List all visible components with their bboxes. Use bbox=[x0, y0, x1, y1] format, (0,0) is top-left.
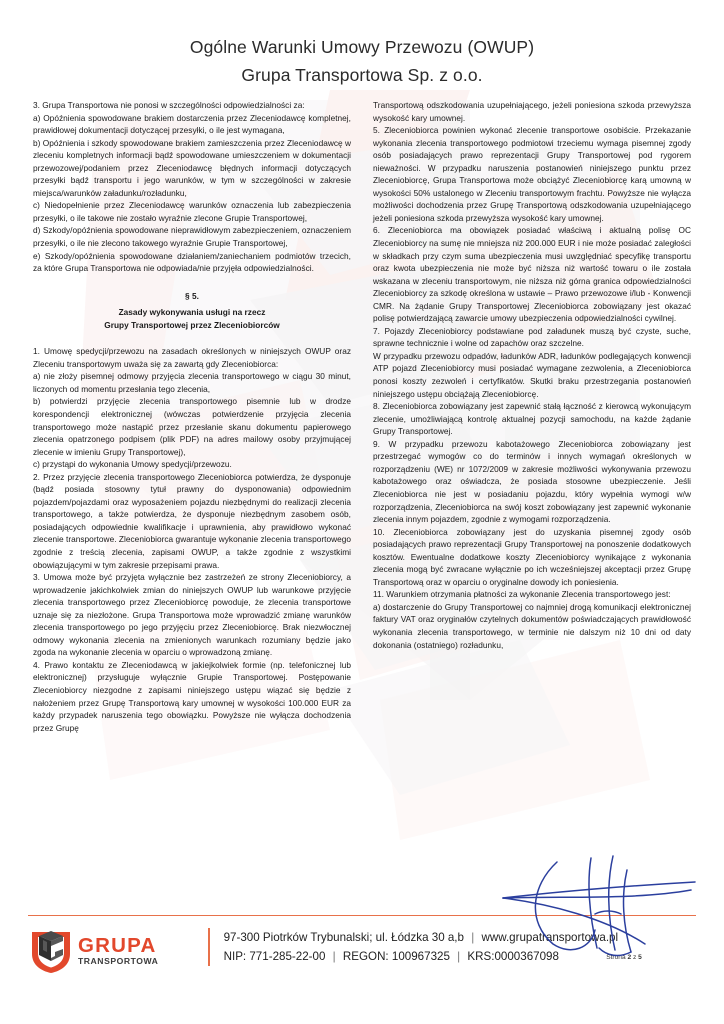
section-title-line-2: Grupy Transportowej przez Zleceniobiorców bbox=[104, 320, 280, 331]
right-column bbox=[373, 99, 691, 914]
company-logo bbox=[28, 925, 198, 975]
logo-wordmark bbox=[78, 933, 159, 967]
paragraph: 8. Zleceniobiorca zobowiązany jest zapewnić stałą łączność z kierowcą wykonującym zlecenie, umożliwiającą kontrolę aktualnej pozycji samochodu, na każde żądanie Grupy Transportowej. bbox=[373, 401, 691, 437]
logo-subname: TRANSPORTOWA bbox=[78, 956, 159, 967]
footer-divider-line bbox=[28, 915, 696, 916]
page-number-label: Strona bbox=[606, 954, 626, 961]
section-title-line-1: Zasady wykonywania usługi na rzecz bbox=[118, 306, 266, 317]
paragraph: b) potwierdzi przyjęcie zlecenia transportowego pisemnie lub w drodze korespondencji elektronicznej (wówczas potwierdzenie przyjęcia zlecenia transportowego może nastąpić przez przesłanie skanu dokumentu papierowego zlecenia opatrzonego podpisem (plik PDF) na adres mailowy osoby przyjmującej zlecenie w imieniu Grupy Transportowej), bbox=[33, 396, 351, 457]
paragraph: 6. Zleceniobiorca ma obowiązek posiadać właściwą i aktualną polisę OC Zleceniobiorcy na sumę nie mniejsza niż 200.000 EUR i nie może posiadać zaległości w składkach przy czym suma ubezpieczenia musi uwzględniać specyfikę transportu oraz kwota ubezpieczenia nie może być niższa niż wartość towaru o ile została wskazana w zleceniu transportowym, nie niższa niż górna granica odpowiedzialności Zleceniobiorcy za szkodę określona w ustawie – Prawo przewozowe i/lub - Konwencji CMR. Na żądanie Grupy Transportowej Zleceniobiorca zobowiązany jest okazać polisę potwierdzającą zawarcie umowy ubezpieczenia odpowiedzialności cywilnej. bbox=[373, 225, 691, 324]
paragraph: a) dostarczenie do Grupy Transportowej co najmniej drogą komunikacji elektronicznej faktury VAT oraz oryginałów czytelnych dokumentów poświadczających prawidłowość wykonania zlecenia transportowego, w terminie nie dalszym niż 10 dni od daty dokonania (ostatniego) rozładunku, bbox=[373, 601, 691, 650]
logo-name: GRUPA bbox=[78, 933, 157, 957]
left-column bbox=[33, 99, 351, 914]
paragraph: 9. W przypadku przewozu kabotażowego Zleceniobiorca zobowiązany jest przestrzegać wymogów co do terminów i innych wymagań określonych w rozporządzeniu (WE) nr 1072/2009 w zakresie możliwości wykonywania przewozu kabotażowego oraz oświadcza, że posiada stosowne ubezpieczenie. Jeśli Zleceniobiorca nie jest w posiadaniu pojazdu, który wypełnia wymogi w/w rozporządzenia, Zleceniobiorca na swój koszt zobowiązany jest zapewnić wykonanie zlecenia innym pojazdem, zgodnie z wymogami rozporządzenia. bbox=[373, 438, 691, 525]
footer-contact-info bbox=[224, 925, 696, 967]
title-line-2: Grupa Transportowa Sp. z o.o. bbox=[241, 65, 483, 85]
paragraph: e) Szkody/opóźnienia spowodowane działaniem/zaniechaniem podmiotów trzecich, za które Grupa Transportowa nie odpowiada/nie przyjęła odpowiedzialności. bbox=[33, 250, 351, 274]
paragraph: a) nie złoży pisemnej odmowy przyjęcia zlecenia transportowego w ciągu 30 minut, liczonych od momentu przesłania tego zlecenia, bbox=[33, 371, 351, 394]
title-line-1: Ogólne Warunki Umowy Przewozu (OWUP) bbox=[189, 37, 535, 57]
footer-line-address bbox=[224, 928, 696, 947]
document-body bbox=[33, 99, 691, 914]
footer-line-identifiers bbox=[224, 947, 696, 967]
paragraph: 11. Warunkiem otrzymania płatności za wykonanie Zlecenia transportowego jest: bbox=[373, 589, 671, 600]
paragraph: 4. Prawo kontaktu ze Zleceniodawcą w jakiejkolwiek formie (np. telefonicznej lub elektronicznej) przysługuje wyłącznie Grupie Transportowej. Postępowanie Zleceniobiorcy niezgodne z zapisami niniejszego ustępu wiązać się będzie z nałożeniem przez Grupę Transportową kary umownej w wysokości 100.000 EUR za każdy przypadek naruszenia tego obowiązku. Powyższe nie wyłącza dochodzenia przez Grupę bbox=[33, 659, 351, 733]
page-number-of: z bbox=[632, 954, 637, 961]
paragraph: 5. Zleceniobiorca powinien wykonać zlecenie transportowe osobiście. Przekazanie wykonania zlecenia transportowego podmiotowi trzeciemu wymaga pisemnej zgody osób posiadających prawo reprezentacji Grupy Transportowej pod rygorem nieważności. W przypadku naruszenia postanowień niniejszego punktu przez Zleceniobiorcę, Grupa Transportowa może obciążyć Zleceniobiorcę karą umowną w wysokości 50% ustalonego w Zleceniu transportowym frachtu. Powyższe nie wyłącza możliwości dochodzenia przez Grupę Transportową odszkodowania uzupełniającego jeżeli poniesiona szkoda przewyższa wysokość kary umownej. bbox=[373, 125, 691, 223]
paragraph: a) Opóźnienia spowodowane brakiem dostarczenia przez Zleceniodawcę kompletnej, prawidłowej dokumentacji dotyczącej przesyłki, o ile jest wymagana, bbox=[33, 112, 351, 136]
company-regon: REGON: 100967325 bbox=[342, 950, 450, 963]
paragraph: d) Szkody/opóźnienia spowodowane nieprawidłowym zabezpieczeniem, oznaczeniem przesyłki, o ile nie zlecono takowego wyraźnie Grupie Transportowej, bbox=[33, 225, 351, 249]
shield-logo-icon bbox=[28, 927, 74, 975]
company-website[interactable]: www.grupatransportowa.pl bbox=[481, 931, 619, 944]
page-number-current: 2 bbox=[627, 954, 632, 961]
page-title bbox=[0, 34, 724, 88]
paragraph: c) Niedopełnienie przez Zleceniodawcę warunków oznaczenia lub zabezpieczenia przesyłki, o ile takowe nie zostało wyraźnie zlecone Grupie Transportowej, bbox=[33, 200, 351, 223]
footer-vertical-divider bbox=[208, 928, 210, 966]
paragraph: 3. Umowa może być przyjęta wyłącznie bez zastrzeżeń ze strony Zleceniobiorcy, a wprowadzenie jakichkolwiek zmian do niniejszych OWUP lub warunkowe przyjęcie zlecenia transportowego przez Zleceniobiorcę powoduje, że zlecenia transportowe uznaje się za niezłożone. Grupa Transportowa może wprowadzić zmianę warunków zlecenia transportowego po jego przyjęciu przez Zleceniobiorcę. Brak niezwłocznej odmowy wykonania zlecenia na zmienionych warunkach rozumiany będzie jako zgoda na wykonanie zlecenia w oparciu o wprowadzoną zmianę. bbox=[33, 572, 351, 658]
paragraph: b) Opóźnienia i szkody spowodowane brakiem zamieszczenia przez Zleceniodawcę w zleceniu kompletnych informacji bądź spowodowane umieszczeniem w dokumentacji przewozowej/podaniem przez Zleceniodawcę błędnych informacji dotyczących przesyłki bądź transportu i jego warunków, w tym w szczególności w zakresie miejsca/warunków załadunku/rozładunku, bbox=[33, 137, 351, 198]
separator: | bbox=[471, 931, 475, 944]
page-number bbox=[606, 948, 642, 967]
page-footer bbox=[28, 925, 696, 995]
paragraph: 1. Umowę spedycji/przewozu na zasadach określonych w niniejszych OWUP oraz Zleceniu transportowym uważa się za zawartą gdy Zleceniobiorca: bbox=[33, 346, 351, 369]
company-nip: NIP: 771-285-22-00 bbox=[223, 950, 326, 963]
paragraph: Transportową odszkodowania uzupełniającego, jeżeli poniesiona szkoda przewyższa wysokość kary umownej. bbox=[373, 100, 691, 123]
paragraph: W przypadku przewozu odpadów, ładunków ADR, ładunków podlegających konwencji ATP pojazd Zleceniobiorcy musi posiadać wymagane zezwolenia, a Zleceniobiorca ponosi koszty zezwoleń i certyfikatów. Skutki braku przestrzegania postanowień niniejszego ustępu obciążają Zleceniobiorcę. bbox=[373, 350, 691, 399]
company-krs: KRS:0000367098 bbox=[467, 950, 559, 963]
separator: | bbox=[332, 950, 336, 963]
page-number-total: 5 bbox=[638, 954, 642, 961]
paragraph: 2. Przez przyjęcie zlecenia transportowego Zleceniobiorca potwierdza, że dysponuje (bądź posiada stosowny tytuł prawny do dysponowania) odpowiednim pojazdem/pojazdami oraz wyposażeniem pojazdu niezbędnymi do realizacji zlecenia transportowego, a także potwierdza, że dysponuje niezbędnym zasobem osób, posiadających odpowiednie kwalifikacje i uprawnienia, aby prawidłowo wykonać zlecenie transportowe. Zleceniobiorca gwarantuje wykonanie zlecenia transportowego zgodnie z treścią zlecenia, zapisami OWUP, a także zgodnie z wszystkimi obowiązującymi w tym zakresie przepisami prawa. bbox=[33, 471, 351, 570]
paragraph: c) przystąpi do wykonania Umowy spedycji/przewozu. bbox=[33, 459, 232, 470]
section-heading bbox=[33, 290, 351, 333]
paragraph: 3. Grupa Transportowa nie ponosi w szczególności odpowiedzialności za: bbox=[33, 100, 305, 110]
paragraph: 10. Zleceniobiorca zobowiązany jest do uzyskania pisemnej zgody osób posiadających prawo reprezentacji Grupy Transportowej na ponoszenie dodatkowych kosztów. Ewentualne dodatkowe koszty Zleceniobiorcy wynikające z wykonania zlecenia mogą być zwracane wyłącznie po ich wcześniejszej akceptacji przez Grupę Transportową oraz w oparciu o oryginalne dowody ich poniesienia. bbox=[373, 526, 691, 587]
paragraph: 7. Pojazdy Zleceniobiorcy podstawiane pod załadunek muszą być czyste, suche, sprawne technicznie i wolne od zapachów oraz szczelne. bbox=[373, 325, 691, 349]
section-number: § 5. bbox=[185, 290, 199, 301]
separator: | bbox=[457, 950, 461, 963]
company-address: 97-300 Piotrków Trybunalski; ul. Łódzka 30 a,b bbox=[223, 931, 464, 944]
